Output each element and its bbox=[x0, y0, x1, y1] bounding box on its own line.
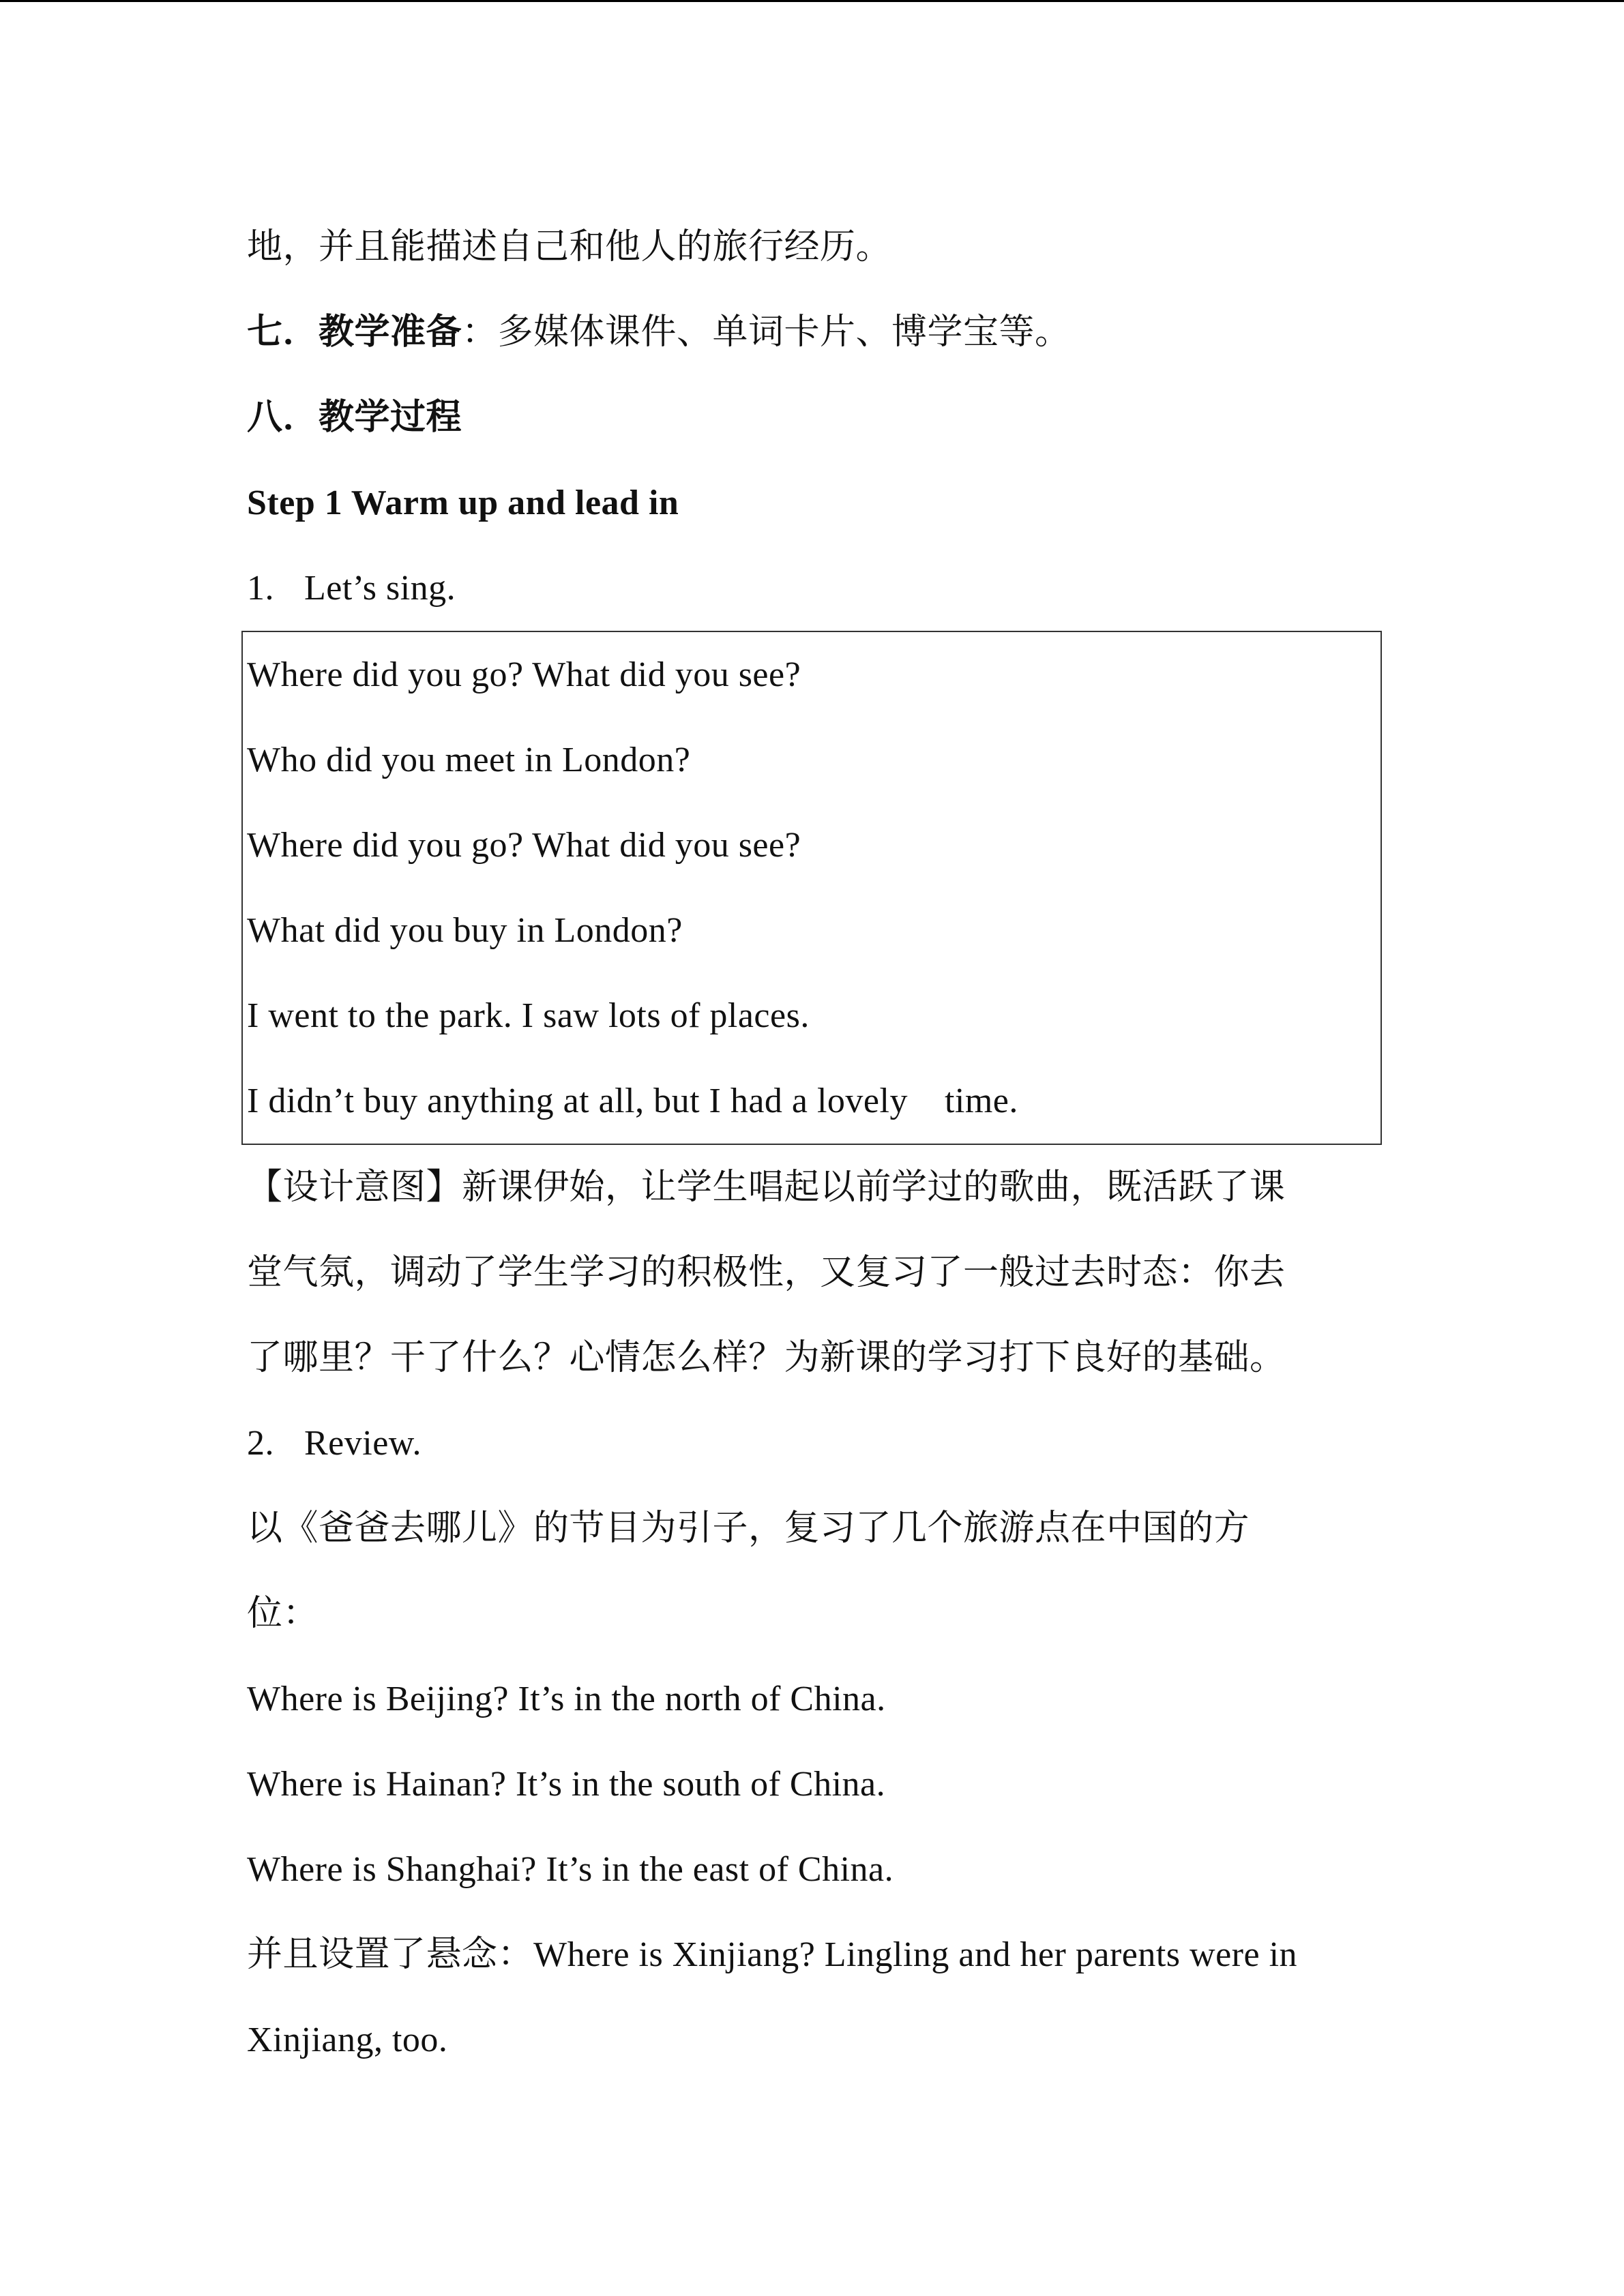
document-page bbox=[247, 205, 1393, 2083]
song-line: Where did you go? What did you see? bbox=[247, 655, 801, 694]
review-sentence: Where is Beijing? It’s in the north of China. bbox=[247, 1680, 886, 1718]
item-1 bbox=[247, 546, 1393, 631]
page-top-border bbox=[0, 0, 1624, 2]
song-line: Where did you go? What did you see? bbox=[247, 826, 801, 865]
section-7-preparation bbox=[247, 290, 1393, 375]
song-line: What did you buy in London? bbox=[247, 911, 683, 950]
song-line: Who did you meet in London? bbox=[247, 741, 691, 779]
item-1-number: 1. bbox=[247, 569, 274, 608]
section-7-text: ：多媒体课件、单词卡片、博学宝等。 bbox=[462, 313, 1071, 352]
review-intro-line: 以《爸爸去哪儿》的节目为引子，复习了几个旅游点在中国的方 bbox=[247, 1509, 1250, 1548]
section-7-heading: 七．教学准备 bbox=[247, 313, 462, 352]
item-1-text: Let’s sing. bbox=[304, 569, 456, 608]
suspense-line: 并且设置了悬念：Where is Xinjiang? Lingling and her parents were in bbox=[247, 1935, 1298, 1974]
review-sentence: Where is Shanghai? It’s in the east of China. bbox=[247, 1850, 894, 1889]
song-line: I went to the park. I saw lots of places. bbox=[247, 996, 810, 1035]
review-sentence: Where is Hainan? It’s in the south of China. bbox=[247, 1765, 886, 1804]
design-intent-line: 堂气氛，调动了学生学习的积极性，又复习了一般过去时态：你去 bbox=[247, 1253, 1286, 1292]
song-line: I didn’t buy anything at all, but I had a lovely time. bbox=[247, 1082, 1018, 1120]
item-2 bbox=[247, 1401, 1393, 1486]
step-1-heading: Step 1 Warm up and lead in bbox=[247, 483, 679, 522]
design-intent-line: 【设计意图】新课伊始，让学生唱起以前学过的歌曲，既活跃了课 bbox=[247, 1168, 1286, 1207]
suspense-line: Xinjiang, too. bbox=[247, 2021, 448, 2059]
design-intent-line: 了哪里？干了什么？心情怎么样？为新课的学习打下良好的基础。 bbox=[247, 1339, 1286, 1377]
item-2-text: Review. bbox=[304, 1424, 422, 1463]
section-8-heading: 八．教学过程 bbox=[247, 398, 462, 437]
item-2-number: 2. bbox=[247, 1424, 274, 1463]
review-intro-line: 位： bbox=[247, 1594, 319, 1633]
paragraph-continued: 地，并且能描述自己和他人的旅行经历。 bbox=[247, 228, 892, 267]
song-lyrics-box bbox=[241, 631, 1382, 1145]
